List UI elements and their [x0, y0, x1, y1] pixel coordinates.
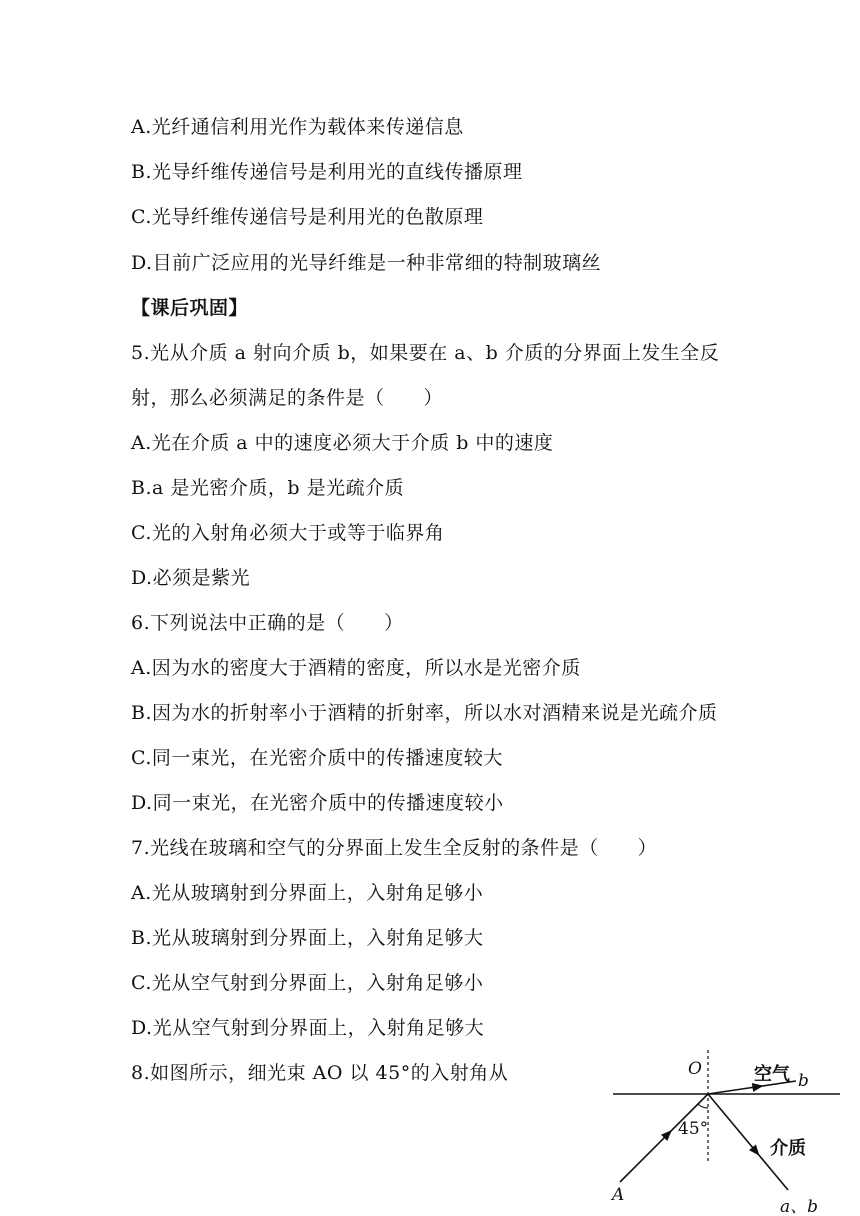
q6-option-c: C.同一束光，在光密介质中的传播速度较大 — [131, 747, 503, 769]
q5-option-d: D.必须是紫光 — [131, 567, 251, 589]
q6-option-b: B.因为水的折射率小于酒精的折射率，所以水对酒精来说是光疏介质 — [131, 702, 718, 724]
angle-arc — [698, 1104, 708, 1108]
q5-option-a: A.光在介质 a 中的速度必须大于介质 b 中的速度 — [131, 432, 554, 454]
q4-option-c: C.光导纤维传递信号是利用光的色散原理 — [131, 206, 484, 228]
label-angle: 45° — [678, 1119, 709, 1139]
q6-option-a: A.因为水的密度大于酒精的密度，所以水是光密介质 — [131, 657, 581, 679]
q6-stem: 6.下列说法中正确的是（ ） — [131, 612, 404, 634]
q7-option-d: D.光从空气射到分界面上，入射角足够大 — [131, 1017, 485, 1039]
q5-stem-line1: 5.光从介质 a 射向介质 b，如果要在 a、b 介质的分界面上发生全反 — [131, 342, 720, 364]
q5-option-b: B.a 是光密介质，b 是光疏介质 — [131, 477, 405, 499]
section-title: 【课后巩固】 — [131, 297, 249, 319]
refracted-ray-arrow — [752, 1087, 758, 1088]
q7-option-c: C.光从空气射到分界面上，入射角足够小 — [131, 972, 484, 994]
label-ab: a、b — [780, 1197, 819, 1216]
label-a-point: A — [612, 1185, 625, 1205]
q6-option-d: D.同一束光，在光密介质中的传播速度较小 — [131, 792, 504, 814]
q8-stem: 8.如图所示，细光束 AO 以 45°的入射角从 — [131, 1062, 509, 1084]
incident-ray-arrow — [664, 1134, 668, 1138]
q4-option-b: B.光导纤维传递信号是利用光的直线传播原理 — [131, 161, 523, 183]
refraction-diagram — [600, 1050, 840, 1216]
q7-option-a: A.光从玻璃射到分界面上，入射角足够小 — [131, 882, 484, 904]
q4-option-d: D.目前广泛应用的光导纤维是一种非常细的特制玻璃丝 — [131, 252, 602, 274]
q5-stem-line2: 射，那么必须满足的条件是（ ） — [131, 387, 444, 409]
q5-option-c: C.光的入射角必须大于或等于临界角 — [131, 522, 445, 544]
label-air: 空气 — [754, 1064, 790, 1085]
reflected-ray-arrow — [752, 1147, 756, 1152]
q7-option-b: B.光从玻璃射到分界面上，入射角足够大 — [131, 927, 484, 949]
label-o: O — [688, 1059, 702, 1079]
q4-option-a: A.光纤通信利用光作为载体来传递信息 — [131, 116, 464, 138]
label-medium: 介质 — [770, 1138, 806, 1159]
q7-stem: 7.光线在玻璃和空气的分界面上发生全反射的条件是（ ） — [131, 837, 658, 859]
label-b: b — [798, 1071, 809, 1091]
